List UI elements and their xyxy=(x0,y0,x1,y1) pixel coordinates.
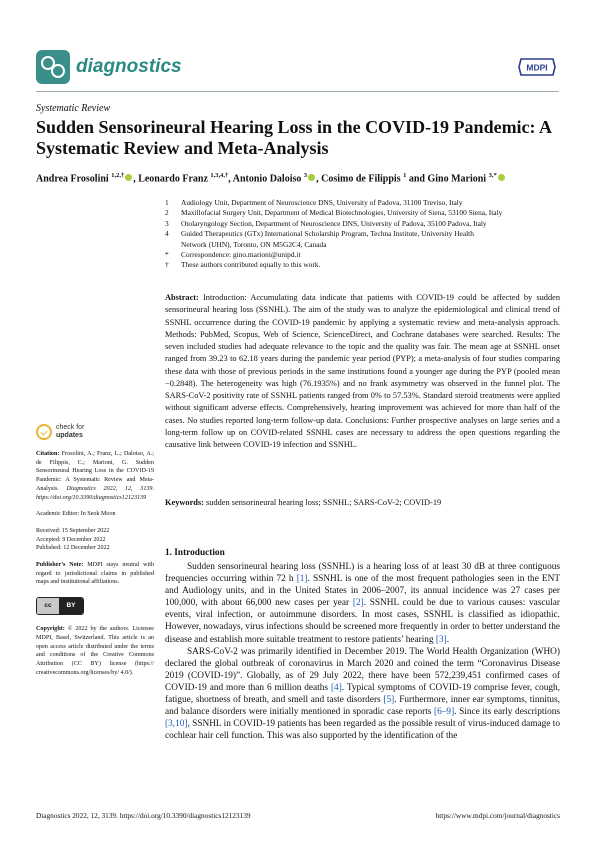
introduction-body xyxy=(165,561,560,742)
text-run: . SSNHL is one of the most frequent pathologies seen in the ENT and Audiology units, and in the United States in 2006–2007, its annual incidence was 27 cases per 100,000, with about 66,000 new cases per year xyxy=(165,574,561,609)
check-updates-label xyxy=(56,424,84,440)
affiliation-item xyxy=(165,229,560,250)
affiliation-num: 3 xyxy=(165,218,169,228)
check-updates-icon xyxy=(36,424,52,440)
orcid-icon[interactable] xyxy=(498,174,505,181)
check-updates-line1: check for xyxy=(56,424,85,431)
author-affil: 1 xyxy=(403,172,407,179)
affiliations xyxy=(165,198,560,271)
citation-text: Frosolini, A.; Franz, L.; Daloiso, A.; de Filippis, C.; Marioni, G. Sudden Sensorineural Hearing Loss in the COVID-19 Pandemic: A Systematic Review and Meta-Analysis. xyxy=(36,451,154,492)
citation-link[interactable]: [4] xyxy=(330,682,342,693)
accepted-date: Accepted: 9 December 2022 xyxy=(36,536,106,543)
abstract-text: Introduction: Accumulating data indicate that patients with COVID-19 could be affected by sudden sensorineural hearing loss (SSNHL). The aim of the study was to analyze the epidemiological and clinical trend of SSNHL occurrence during the COVID-19 pandemic by applying a systematic review and meta-analysis approach. Methods: PubMed, Scopus, Web of Science, ScienceDirect, and Cochrane databases were searched. Results: The seven included studies had adequate relevance to the topic and the quality was fair. The mean age at SSNHL onset ranged from 39.23 to 62.18 years during the pandemic year period (PYP); a meta-analysis of four studies comparing these data with those of previous periods in the same institutions found a younger age during the PYP (pooled mean −0.2848). The heterogeneity was high (76.1935%) and no frank asymmetry was observed in the funnel plot. The SARS-CoV-2 positivity rate of SSNHL patients ranged from 0% to 57.53%. Standard steroid treatments were applied without significant adverse effects. Comprehensively, hearing improvement was achieved for more than half of the cases. No studies reported long-term follow-up data. Conclusions: Further prospective analyses on large series and a long-term follow up on COVID-related SSNHL cases are necessary to address the open questions regarding the causative link between COVID-19 infection and SSNHL. xyxy=(165,293,560,449)
check-updates-line2: updates xyxy=(56,432,83,439)
keywords-label: Keywords: xyxy=(165,498,204,507)
text-run: . Typical symptoms of COVID-19 comprise fever, cough, fatigue, shortness of breath, and smell and taste disorders xyxy=(165,682,560,706)
footer-citation[interactable]: Diagnostics 2022, 12, 3139. https://doi.org/10.3390/diagnostics12123139 xyxy=(36,811,251,820)
affiliation-item xyxy=(165,250,560,260)
affiliation-item xyxy=(165,198,560,208)
abstract xyxy=(165,292,560,451)
affiliation-text: Otolaryngology Section, Department of Neuroscience DNS, University of Padova, 35100 Padova, Italy xyxy=(181,218,487,228)
affiliation-num: 2 xyxy=(165,208,169,218)
keywords xyxy=(165,497,560,509)
publisher-note-text: MDPI stays neutral with regard to jurisdictional claims in published maps and institutional affiliations. xyxy=(36,562,154,586)
academic-editor: Academic Editor: In Seok Moon xyxy=(36,511,116,518)
citation-label: Citation: xyxy=(36,451,60,457)
copyright-label: Copyright: xyxy=(36,626,65,633)
author-name: Cosimo de Filippis xyxy=(321,173,401,185)
orcid-icon[interactable] xyxy=(308,174,315,181)
citation-link[interactable]: [1] xyxy=(296,574,308,585)
author-name: Leonardo Franz xyxy=(138,173,208,185)
affiliation-text: Guided Therapeutics (GTx) International Scholarship Program, Techna Institute, University Health Network (UHN), Toronto, ON M5G2C4, Canada xyxy=(181,229,474,249)
affiliation-text: These authors contributed equally to this work. xyxy=(181,260,321,270)
affiliation-num: 4 xyxy=(165,229,169,239)
footer-journal-url[interactable]: https://www.mdpi.com/journal/diagnostics xyxy=(435,811,560,820)
orcid-icon[interactable] xyxy=(125,174,132,181)
journal-logo-icon xyxy=(36,50,70,84)
affiliation-num: * xyxy=(165,250,169,260)
citation xyxy=(36,450,154,502)
citation-link[interactable]: [3] xyxy=(435,634,447,645)
published-date: Published: 12 December 2022 xyxy=(36,545,110,552)
author-name: Antonio Daloiso xyxy=(232,173,302,185)
citation-link[interactable]: [5] xyxy=(383,695,395,706)
publisher-note-label: Publisher’s Note: xyxy=(36,562,84,569)
author-list: Andrea Frosolini $^{1,2,\dagger}$ , Leonardo Franz $^{1,3,4,\dagger}$, Antonio Daloiso $^3$ , Cosimo de Filippis $^1$ and Gino Marioni $^{3,*}$ xyxy=(36,169,576,185)
cc-label: cc xyxy=(37,598,59,614)
publisher-note xyxy=(36,561,154,587)
abstract-label: Abstract: xyxy=(165,293,199,302)
author-name: Andrea Frosolini xyxy=(36,173,109,185)
mdpi-logo-text: MDPI xyxy=(526,62,548,73)
text-run: . xyxy=(446,634,450,645)
paragraph xyxy=(165,646,560,743)
copyright xyxy=(36,625,154,677)
received-date: Received: 15 September 2022 xyxy=(36,527,110,534)
text-run: Sudden sensorineural hearing loss (SSNHL) is a hearing loss of at least 30 dB at three contiguous frequencies occurring within 72 h xyxy=(165,562,560,585)
affiliation-text: Maxillofacial Surgery Unit, Department of Medical Biotechnologies, University of Siena, 53100 Siena, Italy xyxy=(181,208,503,218)
by-label: BY xyxy=(59,598,83,614)
article-type: Systematic Review xyxy=(36,103,111,114)
header-rule xyxy=(36,91,559,92)
text-run: . SSNHL could be due to various causes: vascular events, viral infection, or autoimmune disorders. In most cases, SSNHL is classified as idiopathic. However, nowadays, virus infections should be screened more frequently in order to better understand the disease and establish more suitable treatment to restore patients’ hearing xyxy=(165,598,560,645)
affiliation-item xyxy=(165,219,560,229)
text-run: . Since its early descriptions xyxy=(454,707,560,718)
citation-link[interactable]: [3,10] xyxy=(165,719,188,730)
affiliation-item xyxy=(165,260,560,270)
paragraph xyxy=(165,561,560,646)
citation-link[interactable]: [6–9] xyxy=(434,707,455,718)
author-affil: 1,2,† xyxy=(111,172,125,179)
journal-name[interactable]: diagnostics xyxy=(76,56,182,77)
affiliation-num: 1 xyxy=(165,198,169,207)
keywords-text: sudden sensorineural hearing loss; SSNHL; SARS-CoV-2; COVID-19 xyxy=(206,498,442,507)
article-title: Sudden Sensorineural Hearing Loss in the COVID-19 Pandemic: A Systematic Review and Meta-Analysis xyxy=(36,117,552,158)
correspondence-email[interactable]: Correspondence: gino.marioni@unipd.it xyxy=(181,250,301,260)
copyright-text: © 2022 by the authors. Licensee MDPI, Basel, Switzerland. This article is an open access article distributed under the terms and conditions of the Creative Commons Attribution (CC BY) license (https:// creativecommons.org/licenses/by/ 4.0/). xyxy=(36,626,154,676)
affiliation-item xyxy=(165,208,560,218)
section-heading: 1. Introduction xyxy=(165,548,225,558)
author-affil: 3 xyxy=(303,172,308,179)
text-run: . Furthermore, inner ear symptoms, tinnitus, and balance disorders were initially mentioned in sporadic case reports xyxy=(165,695,560,718)
mdpi-logo-icon[interactable] xyxy=(517,57,557,77)
citation-link[interactable]: [2] xyxy=(352,598,364,609)
check-for-updates-button[interactable] xyxy=(36,424,154,440)
citation-source[interactable]: Diagnostics 2022, 12, 3139. https://doi.org/10.3390/diagnostics12123139 xyxy=(36,485,154,501)
text-run: SARS-CoV-2 was primarily identified in December 2019. The World Health Organization (WHO) declared the global outbreak of coronavirus in March 2020 and coined the term “Coronavirus Disease 2019 (COVID-19)”. Globally, as of 29 July 2022, there have been 572,239,451 confirmed cases of COVID-19 and more than 6 million deaths xyxy=(165,646,560,693)
cc-by-license-icon[interactable] xyxy=(36,597,84,615)
author-name: Gino Marioni xyxy=(427,173,487,185)
affiliation-text: Audiology Unit, Department of Neuroscience DNS, University of Padova, 31100 Treviso, Italy xyxy=(181,198,463,207)
author-affil: 1,3,4,† xyxy=(210,172,229,179)
author-affil: 3,* xyxy=(488,172,497,179)
affiliation-num: † xyxy=(165,260,169,270)
text-run: , SSNHL in COVID-19 patients has been regarded as the possible result of virus-induced damage to cochlear hair cell function. This was also supported by the identification of the xyxy=(165,719,560,742)
sidebar xyxy=(36,424,154,677)
